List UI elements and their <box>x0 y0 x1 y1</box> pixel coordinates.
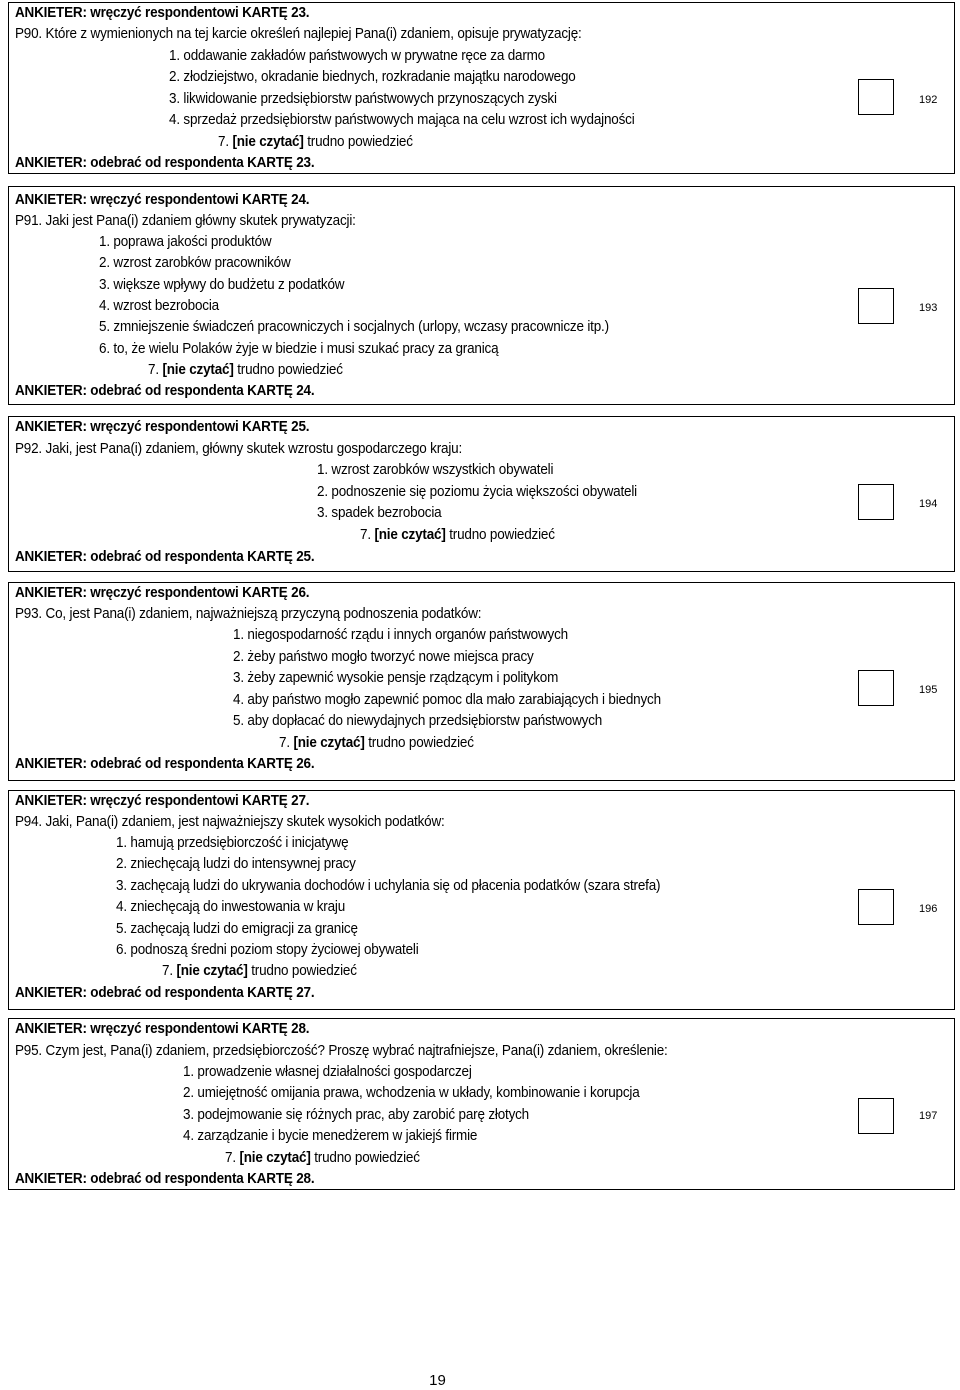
answer-option: 3. spadek bezrobocia <box>317 505 442 521</box>
answer-option: 1. oddawanie zakładów państwowych w prywatne ręce za darmo <box>169 48 545 64</box>
answer-code-box[interactable] <box>858 1098 894 1134</box>
answer-code-box[interactable] <box>858 484 894 520</box>
answer-option: 1. poprawa jakości produktów <box>99 234 272 250</box>
instruction-collect-card: ANKIETER: odebrać od respondenta KARTĘ 23. <box>15 155 315 171</box>
answer-code-box[interactable] <box>858 889 894 925</box>
instruction-collect-card: ANKIETER: odebrać od respondenta KARTĘ 24. <box>15 383 315 399</box>
answer-code-box[interactable] <box>858 79 894 115</box>
question-block-p90 <box>8 2 955 174</box>
instruction-hand-card: ANKIETER: wręczyć respondentowi KARTĘ 28. <box>15 1021 310 1037</box>
variable-code: 193 <box>919 302 938 314</box>
answer-option-dont-know: 7. [nie czytać] trudno powiedzieć <box>162 963 357 979</box>
variable-code: 195 <box>919 684 938 696</box>
answer-option: 5. zmniejszenie świadczeń pracowniczych i socjalnych (urlopy, wczasy pracownicze itp.) <box>99 319 609 335</box>
answer-option-dont-know: 7. [nie czytać] trudno powiedzieć <box>279 735 474 751</box>
question-block-p93 <box>8 582 955 781</box>
answer-option-dont-know: 7. [nie czytać] trudno powiedzieć <box>225 1150 420 1166</box>
page-number: 19 <box>429 1372 446 1389</box>
instruction-collect-card: ANKIETER: odebrać od respondenta KARTĘ 27. <box>15 985 315 1001</box>
answer-option: 2. umiejętność omijania prawa, wchodzenia w układy, kombinowanie i korupcja <box>183 1085 640 1101</box>
question-text: P94. Jaki, Pana(i) zdaniem, jest najważniejszy skutek wysokich podatków: <box>15 814 445 830</box>
answer-option: 6. podnoszą średni poziom stopy życiowej obywateli <box>116 942 419 958</box>
question-block-p95 <box>8 1018 955 1190</box>
question-block-p91 <box>8 186 955 405</box>
answer-option: 1. niegospodarność rządu i innych organów państwowych <box>233 627 568 643</box>
question-block-p94 <box>8 790 955 1010</box>
answer-option: 4. sprzedaż przedsiębiorstw państwowych mająca na celu wzrost ich wydajności <box>169 112 635 128</box>
answer-option: 2. zniechęcają ludzi do intensywnej pracy <box>116 856 356 872</box>
answer-code-box[interactable] <box>858 670 894 706</box>
question-text: P92. Jaki, jest Pana(i) zdaniem, główny skutek wzrostu gospodarczego kraju: <box>15 441 463 457</box>
question-text: P93. Co, jest Pana(i) zdaniem, najważniejszą przyczyną podnoszenia podatków: <box>15 606 482 622</box>
instruction-hand-card: ANKIETER: wręczyć respondentowi KARTĘ 23. <box>15 5 310 21</box>
instruction-hand-card: ANKIETER: wręczyć respondentowi KARTĘ 27. <box>15 793 310 809</box>
variable-code: 196 <box>919 903 938 915</box>
answer-option: 1. wzrost zarobków wszystkich obywateli <box>317 462 554 478</box>
answer-option-dont-know: 7. [nie czytać] trudno powiedzieć <box>148 362 343 378</box>
answer-option: 3. większe wpływy do budżetu z podatków <box>99 277 345 293</box>
answer-option: 4. wzrost bezrobocia <box>99 298 219 314</box>
question-text: P95. Czym jest, Pana(i) zdaniem, przedsiębiorczość? Proszę wybrać najtrafniejsze, Pana(i) zdaniem, określenie: <box>15 1043 668 1059</box>
answer-option: 3. zachęcają ludzi do ukrywania dochodów i uchylania się od płacenia podatków (szara strefa) <box>116 878 661 894</box>
answer-option-dont-know: 7. [nie czytać] trudno powiedzieć <box>218 134 413 150</box>
answer-option: 5. aby dopłacać do niewydajnych przedsiębiorstw państwowych <box>233 713 603 729</box>
instruction-hand-card: ANKIETER: wręczyć respondentowi KARTĘ 24. <box>15 192 310 208</box>
answer-option: 2. wzrost zarobków pracowników <box>99 255 291 271</box>
question-text: P91. Jaki jest Pana(i) zdaniem główny skutek prywatyzacji: <box>15 213 356 229</box>
answer-option: 4. zniechęcają do inwestowania w kraju <box>116 899 346 915</box>
instruction-collect-card: ANKIETER: odebrać od respondenta KARTĘ 28. <box>15 1171 315 1187</box>
answer-option: 4. zarządzanie i bycie menedżerem w jakiejś firmie <box>183 1128 478 1144</box>
answer-option: 1. hamują przedsiębiorczość i inicjatywę <box>116 835 349 851</box>
question-text: P90. Które z wymienionych na tej karcie określeń najlepiej Pana(i) zdaniem, opisuje prywatyzację: <box>15 26 582 42</box>
answer-option: 1. prowadzenie własnej działalności gospodarczej <box>183 1064 472 1080</box>
answer-option: 3. żeby zapewnić wysokie pensje rządzącym i politykom <box>233 670 559 686</box>
variable-code: 192 <box>919 94 938 106</box>
instruction-hand-card: ANKIETER: wręczyć respondentowi KARTĘ 25. <box>15 419 310 435</box>
answer-option: 5. zachęcają ludzi do emigracji za granicę <box>116 921 358 937</box>
answer-option: 2. żeby państwo mogło tworzyć nowe miejsca pracy <box>233 649 534 665</box>
answer-option: 2. złodziejstwo, okradanie biednych, rozkradanie majątku narodowego <box>169 69 576 85</box>
answer-code-box[interactable] <box>858 288 894 324</box>
answer-option: 2. podnoszenie się poziomu życia większości obywateli <box>317 484 637 500</box>
question-block-p92 <box>8 416 955 572</box>
instruction-hand-card: ANKIETER: wręczyć respondentowi KARTĘ 26. <box>15 585 310 601</box>
answer-option-dont-know: 7. [nie czytać] trudno powiedzieć <box>360 527 555 543</box>
instruction-collect-card: ANKIETER: odebrać od respondenta KARTĘ 26. <box>15 756 315 772</box>
answer-option: 6. to, że wielu Polaków żyje w biedzie i musi szukać pracy za granicą <box>99 341 499 357</box>
answer-option: 3. likwidowanie przedsiębiorstw państwowych przynoszących zyski <box>169 91 557 107</box>
answer-option: 4. aby państwo mogło zapewnić pomoc dla mało zarabiających i biednych <box>233 692 661 708</box>
variable-code: 197 <box>919 1110 938 1122</box>
instruction-collect-card: ANKIETER: odebrać od respondenta KARTĘ 25. <box>15 549 315 565</box>
answer-option: 3. podejmowanie się różnych prac, aby zarobić parę złotych <box>183 1107 530 1123</box>
variable-code: 194 <box>919 498 938 510</box>
